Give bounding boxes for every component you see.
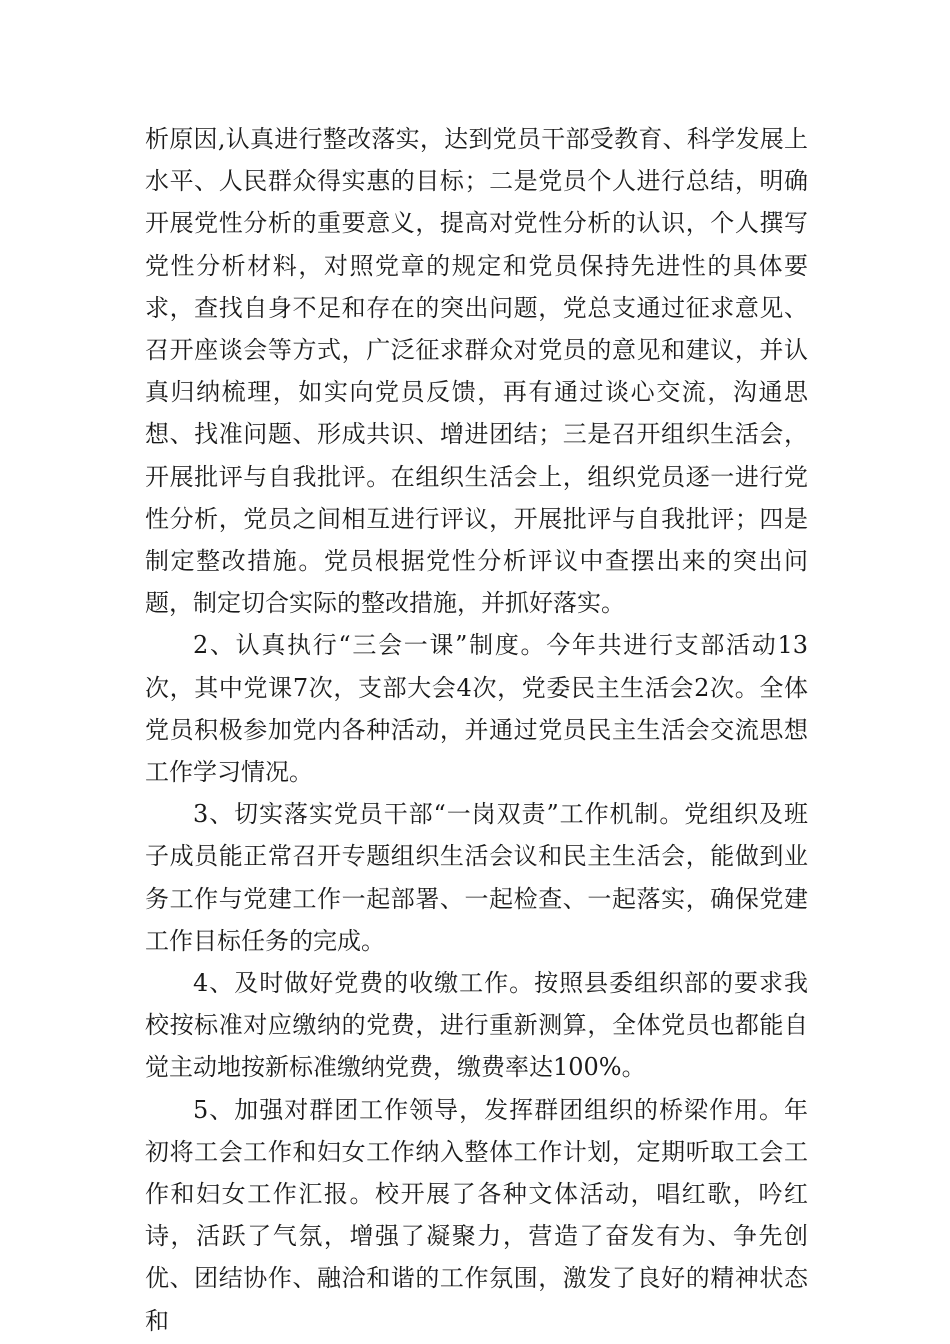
paragraph-item-4: 4、及时做好党费的收缴工作。按照县委组织部的要求我校按标准对应缴纳的党费，进行重新测算，全体党员也都能自觉主动地按新标准缴纳党费，缴费率达100%。 [145,969,808,1082]
paragraph-item-3: 3、切实落实党员干部“一岗双责”工作机制。党组织及班子成员能正常召开专题组织生活会议和民主生活会，能做到业务工作与党建工作一起部署、一起检查、一起落实，确保党建工作目标任务的完成。 [145,800,808,955]
paragraph-continuation: 析原因,认真进行整改落实，达到党员干部受教育、科学发展上水平、人民群众得实惠的目标；二是党员个人进行总结，明确开展党性分析的重要意义，提高对党性分析的认识，个人撰写党性分析材料，对照党章的规定和党员保持先进性的具体要求，查找自身不足和存在的突出问题，党总支通过征求意见、召开座谈会等方式，广泛征求群众对党员的意见和建议，并认真归纳梳理，如实向党员反馈，再有通过谈心交流，沟通思想、找准问题、形成共识、增进团结；三是召开组织生活会，开展批评与自我批评。在组织生活会上，组织党员逐一进行党性分析，党员之间相互进行评议，开展批评与自我批评；四是制定整改措施。党员根据党性分析评议中查摆出来的突出问题，制定切合实际的整改措施，并抓好落实。 [145,125,808,618]
document-page [145,118,808,1342]
paragraph-item-2: 2、认真执行“三会一课”制度。今年共进行支部活动13次，其中党课7次，支部大会4次，党委民主生活会2次。全体党员积极参加党内各种活动，并通过党员民主生活会交流思想工作学习情况。 [145,631,808,787]
paragraph-item-5: 5、加强对群团工作领导，发挥群团组织的桥梁作用。年初将工会工作和妇女工作纳入整体工作计划，定期听取工会工作和妇女工作汇报。校开展了各种文体活动，唱红歌，吟红诗，活跃了气氛，增强了凝聚力，营造了奋发有为、争先创优、团结协作、融洽和谐的工作氛围，激发了良好的精神状态和 [145,1095,808,1335]
